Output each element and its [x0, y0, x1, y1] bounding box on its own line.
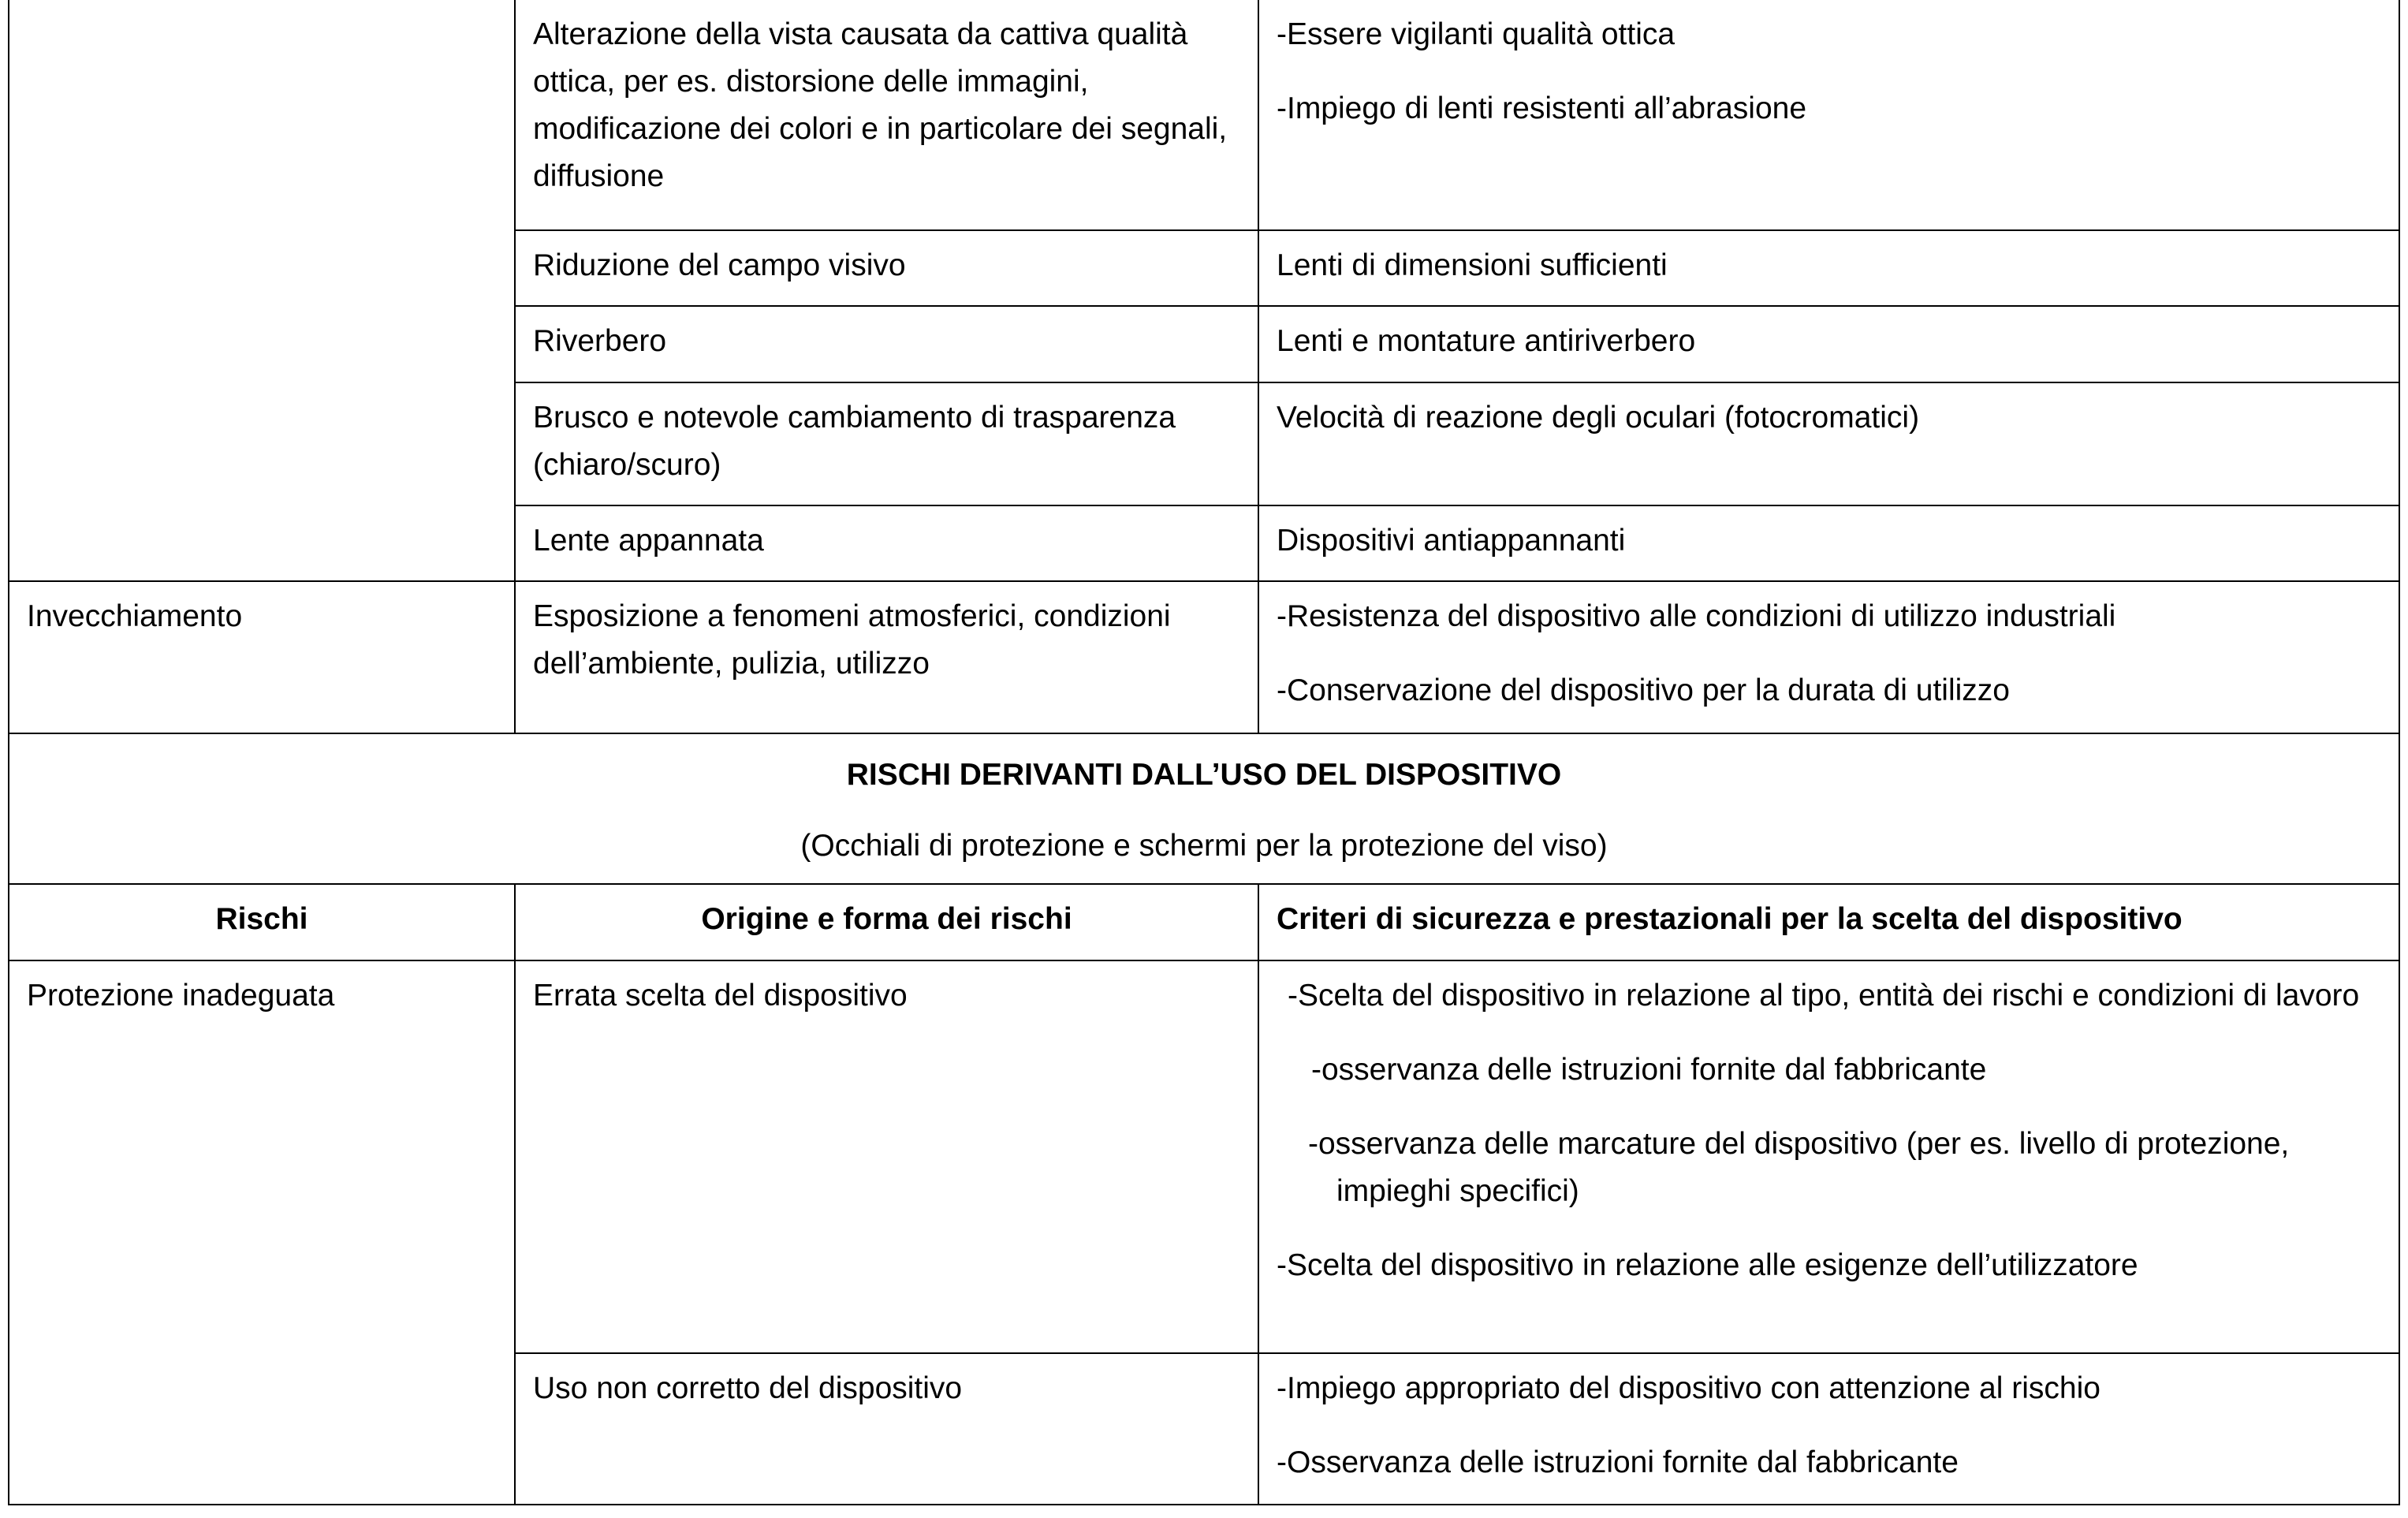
criteria-text: Lenti e montature antiriverbero	[1277, 324, 1696, 358]
origin-cell	[515, 1353, 1258, 1505]
criteria-text: -Osservanza delle istruzioni fornite dal fabbricante	[1277, 1445, 1959, 1479]
header-origin	[515, 884, 1258, 960]
origin-cell	[515, 960, 1258, 1353]
origin-text: Alterazione della vista causata da cattiva qualità ottica, per es. distorsione delle immagini, modificazione dei colori e in particolare dei segnali, diffusione	[533, 17, 1228, 193]
criteria-cell	[1258, 960, 2399, 1353]
criteria-cell	[1258, 581, 2399, 733]
criteria-text: -Resistenza del dispositivo alle condizioni di utilizzo industriali	[1277, 599, 2116, 633]
criteria-text: -osservanza delle istruzioni fornite dal fabbricante	[1311, 1053, 1987, 1087]
origin-text: Lente appannata	[533, 524, 764, 558]
section-heading-cell	[9, 733, 2399, 884]
header-origin-label: Origine e forma dei rischi	[701, 902, 1072, 936]
header-risk-label: Rischi	[215, 902, 308, 936]
header-row	[9, 884, 2399, 960]
table-row	[9, 960, 2399, 1353]
criteria-cell	[1258, 382, 2399, 505]
section-row	[9, 733, 2399, 884]
risk-text: Invecchiamento	[27, 599, 243, 633]
origin-text: Brusco e notevole cambiamento di trasparenza (chiaro/scuro)	[533, 401, 1176, 482]
origin-cell	[515, 382, 1258, 505]
origin-cell	[515, 505, 1258, 581]
origin-cell	[515, 230, 1258, 306]
criteria-text: -Impiego di lenti resistenti all’abrasione	[1277, 91, 1807, 125]
table-row	[9, 581, 2399, 733]
risk-cell	[9, 581, 515, 733]
criteria-cell	[1258, 1353, 2399, 1505]
criteria-cell	[1258, 505, 2399, 581]
criteria-text: Velocità di reazione degli oculari (fotocromatici)	[1277, 401, 1920, 435]
origin-text: Errata scelta del dispositivo	[533, 979, 908, 1013]
section-title: RISCHI DERIVANTI DALL’USO DEL DISPOSITIVO	[846, 758, 1562, 792]
criteria-cell	[1258, 306, 2399, 382]
origin-cell	[515, 0, 1258, 230]
origin-text: Esposizione a fenomeni atmosferici, condizioni dell’ambiente, pulizia, utilizzo	[533, 599, 1171, 681]
origin-text: Uso non corretto del dispositivo	[533, 1371, 963, 1405]
criteria-text: -Impiego appropriato del dispositivo con attenzione al rischio	[1277, 1371, 2100, 1405]
criteria-text: -Scelta del dispositivo in relazione alle esigenze dell’utilizzatore	[1277, 1248, 2138, 1282]
section-subtitle: (Occhiali di protezione e schermi per la protezione del viso)	[800, 829, 1608, 863]
header-criteria-label: Criteri di sicurezza e prestazionali per la scelta del dispositivo	[1277, 902, 2182, 936]
origin-cell	[515, 306, 1258, 382]
criteria-text: -osservanza delle marcature del dispositivo (per es. livello di protezione, impieghi specifici)	[1308, 1127, 2290, 1208]
risk-text: Protezione inadeguata	[27, 979, 335, 1013]
criteria-text: Dispositivi antiappannanti	[1277, 524, 1626, 558]
criteria-text: -Conservazione del dispositivo per la durata di utilizzo	[1277, 673, 2010, 707]
origin-text: Riverbero	[533, 324, 667, 358]
criteria-cell	[1258, 0, 2399, 230]
origin-text: Riduzione del campo visivo	[533, 248, 906, 282]
criteria-text: Lenti di dimensioni sufficienti	[1277, 248, 1668, 282]
criteria-text: -Scelta del dispositivo in relazione al tipo, entità dei rischi e condizioni di lavoro	[1288, 979, 2360, 1013]
origin-cell	[515, 581, 1258, 733]
risk-table	[8, 0, 2400, 1505]
criteria-cell	[1258, 230, 2399, 306]
header-criteria	[1258, 884, 2399, 960]
risk-cell	[9, 0, 515, 581]
header-risk	[9, 884, 515, 960]
risk-cell	[9, 960, 515, 1505]
criteria-text: -Essere vigilanti qualità ottica	[1277, 17, 1676, 51]
table-row	[9, 0, 2399, 230]
